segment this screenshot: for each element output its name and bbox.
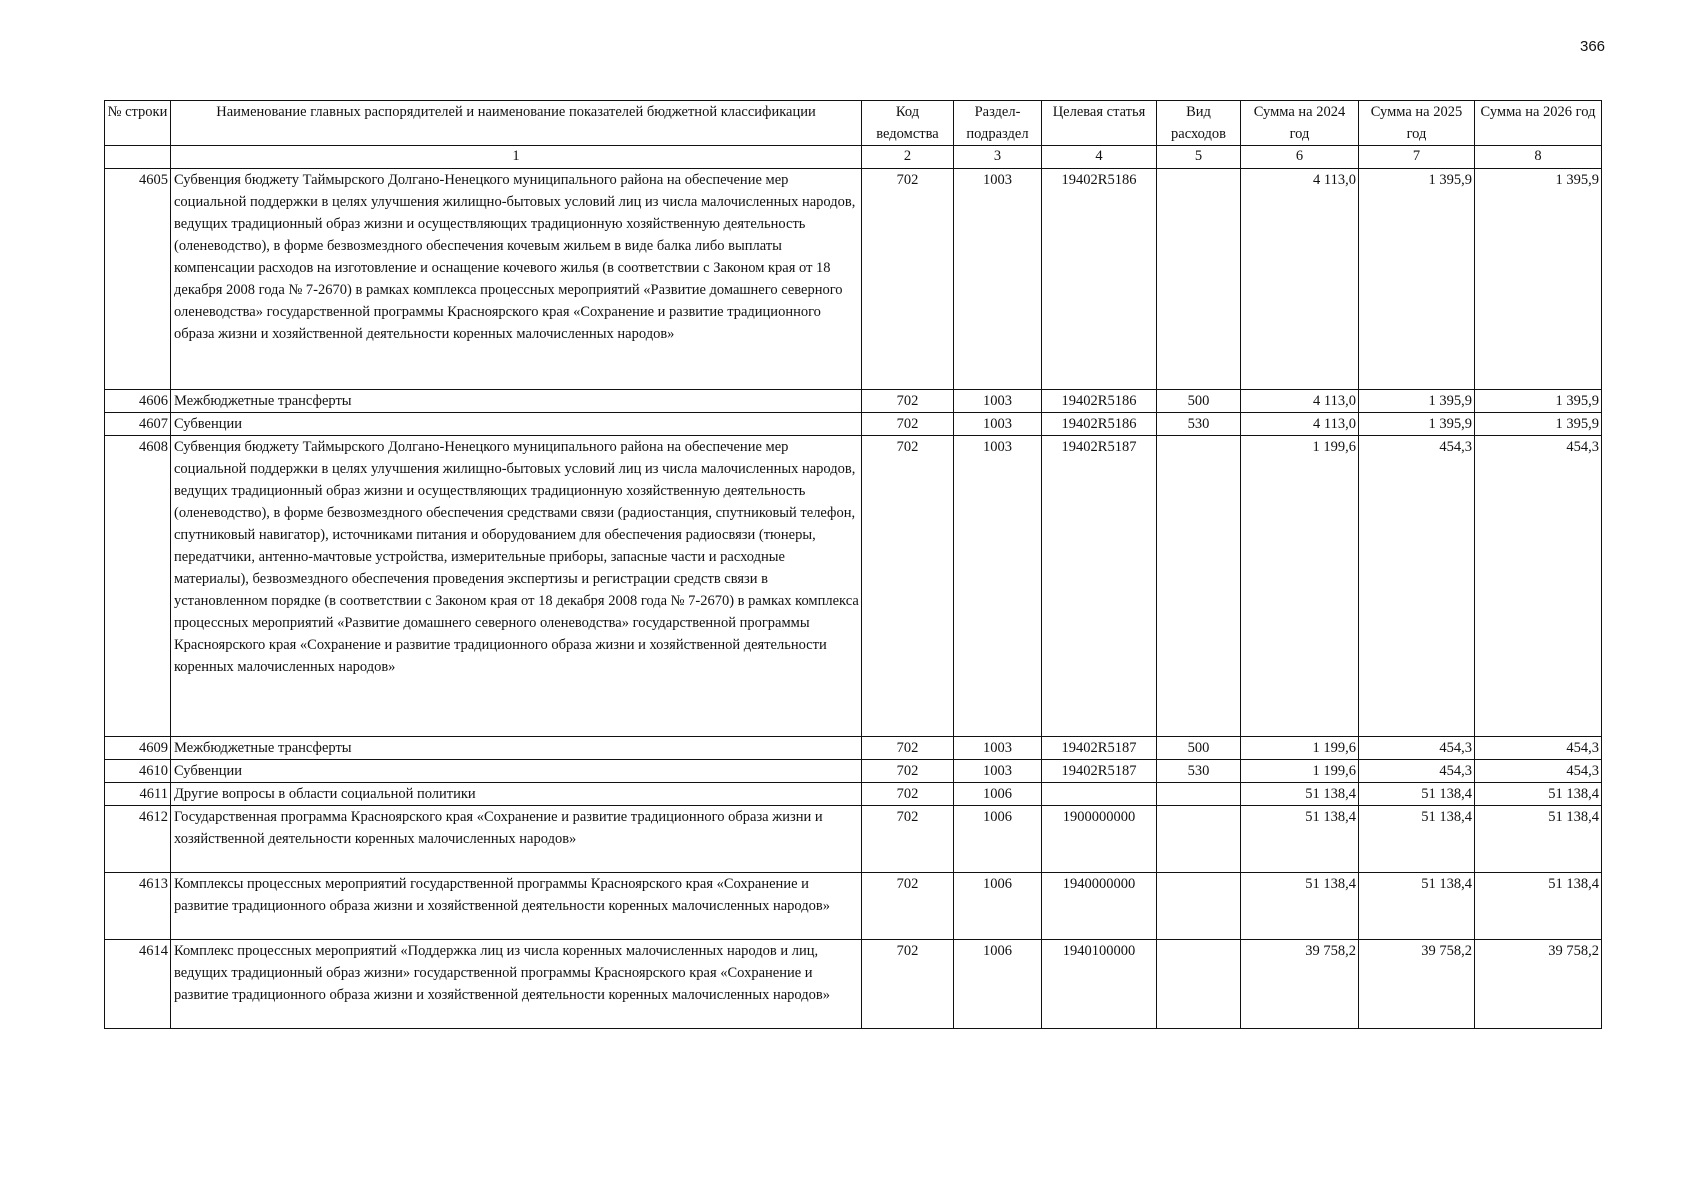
row-expense-type xyxy=(1157,873,1241,940)
row-name: Субвенции xyxy=(171,413,862,436)
header-row-no: № строки xyxy=(105,101,171,146)
table-row xyxy=(105,873,1602,940)
row-expense-type xyxy=(1157,169,1241,390)
header-row xyxy=(105,101,1602,146)
table-row xyxy=(105,760,1602,783)
row-expense-type xyxy=(1157,806,1241,873)
row-sum-2026: 51 138,4 xyxy=(1475,873,1602,940)
header-dept: Код ведомства xyxy=(862,101,954,146)
row-section-code: 1003 xyxy=(954,436,1042,737)
row-target-code xyxy=(1042,783,1157,806)
column-number: 4 xyxy=(1042,146,1157,169)
row-sum-2024: 1 199,6 xyxy=(1241,737,1359,760)
row-sum-2024: 1 199,6 xyxy=(1241,760,1359,783)
row-name: Комплексы процессных мероприятий государственной программы Красноярского края «Сохранение и развитие традиционного образа жизни и хозяйственной деятельности коренных малочисленных народов» xyxy=(171,873,862,940)
header-sum-2024: Сумма на 2024 год xyxy=(1241,101,1359,146)
row-sum-2026: 1 395,9 xyxy=(1475,169,1602,390)
row-name: Субвенция бюджету Таймырского Долгано-Ненецкого муниципального района на обеспечение мер социальной поддержки в целях улучшения жилищно-бытовых условий лиц из числа малочисленных народов, ведущих традиционный образ жизни и осуществляющих традиционную хозяйственную деятельность (оленеводство), в форме безвозмездного обеспечения средствами связи (радиостанция, спутниковый телефон, спутниковый навигатор), источниками питания и оборудованием для обеспечения радиосвязи (тюнеры, передатчики, антенно-мачтовые устройства, измерительные приборы, запасные части и расходные материалы), безвозмездного обеспечения проведения экспертизы и регистрации средств связи в установленном порядке (в соответствии с Законом края от 18 декабря 2008 года № 7-2670) в рамках комплекса процессных мероприятий «Развитие домашнего северного оленеводства» государственной программы Красноярского края «Сохранение и развитие традиционного образа жизни и хозяйственной деятельности коренных малочисленных народов» xyxy=(171,436,862,737)
row-dept-code: 702 xyxy=(862,940,954,1029)
header-section: Раздел-подраздел xyxy=(954,101,1042,146)
row-expense-type xyxy=(1157,783,1241,806)
row-name: Межбюджетные трансферты xyxy=(171,390,862,413)
table-row xyxy=(105,436,1602,737)
header-type: Вид расходов xyxy=(1157,101,1241,146)
row-sum-2025: 454,3 xyxy=(1359,760,1475,783)
row-section-code: 1003 xyxy=(954,169,1042,390)
row-expense-type xyxy=(1157,940,1241,1029)
row-section-code: 1006 xyxy=(954,806,1042,873)
header-sum-2025: Сумма на 2025 год xyxy=(1359,101,1475,146)
row-expense-type: 530 xyxy=(1157,760,1241,783)
row-sum-2025: 1 395,9 xyxy=(1359,390,1475,413)
row-target-code: 19402R5186 xyxy=(1042,390,1157,413)
row-dept-code: 702 xyxy=(862,169,954,390)
table-row xyxy=(105,737,1602,760)
row-sum-2026: 1 395,9 xyxy=(1475,413,1602,436)
row-target-code: 1940100000 xyxy=(1042,940,1157,1029)
row-section-code: 1003 xyxy=(954,737,1042,760)
row-name: Субвенция бюджету Таймырского Долгано-Ненецкого муниципального района на обеспечение мер социальной поддержки в целях улучшения жилищно-бытовых условий лиц из числа малочисленных народов, ведущих традиционный образ жизни и осуществляющих традиционную хозяйственную деятельность (оленеводство), в форме безвозмездного обеспечения кочевым жильем в виде балка либо выплаты компенсации расходов на изготовление и оснащение кочевого жилья (в соответствии с Законом края от 18 декабря 2008 года № 7-2670) в рамках комплекса процессных мероприятий «Развитие домашнего северного оленеводства» государственной программы Красноярского края «Сохранение и развитие традиционного образа жизни и хозяйственной деятельности коренных малочисленных народов» xyxy=(171,169,862,390)
header-sum-2026: Сумма на 2026 год xyxy=(1475,101,1602,146)
row-dept-code: 702 xyxy=(862,737,954,760)
row-expense-type xyxy=(1157,436,1241,737)
row-section-code: 1003 xyxy=(954,390,1042,413)
column-number xyxy=(105,146,171,169)
row-dept-code: 702 xyxy=(862,413,954,436)
row-sum-2025: 51 138,4 xyxy=(1359,873,1475,940)
row-name: Комплекс процессных мероприятий «Поддержка лиц из числа коренных малочисленных народов и лиц, ведущих традиционный образ жизни» государственной программы Красноярского края «Сохранение и развитие традиционного образа жизни и хозяйственной деятельности коренных малочисленных народов» xyxy=(171,940,862,1029)
row-sum-2024: 4 113,0 xyxy=(1241,390,1359,413)
row-target-code: 19402R5187 xyxy=(1042,436,1157,737)
row-target-code: 1940000000 xyxy=(1042,873,1157,940)
column-number: 3 xyxy=(954,146,1042,169)
row-section-code: 1006 xyxy=(954,873,1042,940)
row-name: Межбюджетные трансферты xyxy=(171,737,862,760)
row-target-code: 19402R5186 xyxy=(1042,413,1157,436)
row-number: 4613 xyxy=(105,873,171,940)
row-name: Субвенции xyxy=(171,760,862,783)
row-section-code: 1006 xyxy=(954,783,1042,806)
row-dept-code: 702 xyxy=(862,873,954,940)
row-number: 4611 xyxy=(105,783,171,806)
table-row xyxy=(105,783,1602,806)
row-sum-2026: 51 138,4 xyxy=(1475,783,1602,806)
row-name: Государственная программа Красноярского края «Сохранение и развитие традиционного образа жизни и хозяйственной деятельности коренных малочисленных народов» xyxy=(171,806,862,873)
row-sum-2026: 51 138,4 xyxy=(1475,806,1602,873)
row-sum-2025: 1 395,9 xyxy=(1359,169,1475,390)
row-sum-2025: 1 395,9 xyxy=(1359,413,1475,436)
table-row xyxy=(105,390,1602,413)
row-dept-code: 702 xyxy=(862,436,954,737)
row-target-code: 19402R5187 xyxy=(1042,737,1157,760)
row-number: 4609 xyxy=(105,737,171,760)
row-name: Другие вопросы в области социальной политики xyxy=(171,783,862,806)
row-expense-type: 500 xyxy=(1157,737,1241,760)
row-section-code: 1003 xyxy=(954,760,1042,783)
table-row xyxy=(105,806,1602,873)
row-number: 4605 xyxy=(105,169,171,390)
row-sum-2025: 51 138,4 xyxy=(1359,806,1475,873)
row-sum-2024: 51 138,4 xyxy=(1241,873,1359,940)
row-section-code: 1006 xyxy=(954,940,1042,1029)
row-sum-2024: 1 199,6 xyxy=(1241,436,1359,737)
row-dept-code: 702 xyxy=(862,760,954,783)
row-expense-type: 500 xyxy=(1157,390,1241,413)
row-sum-2024: 4 113,0 xyxy=(1241,169,1359,390)
row-number: 4606 xyxy=(105,390,171,413)
row-sum-2026: 1 395,9 xyxy=(1475,390,1602,413)
row-section-code: 1003 xyxy=(954,413,1042,436)
column-number: 8 xyxy=(1475,146,1602,169)
row-expense-type: 530 xyxy=(1157,413,1241,436)
column-number: 2 xyxy=(862,146,954,169)
row-number: 4610 xyxy=(105,760,171,783)
row-sum-2024: 39 758,2 xyxy=(1241,940,1359,1029)
column-number-row xyxy=(105,146,1602,169)
row-sum-2025: 39 758,2 xyxy=(1359,940,1475,1029)
row-number: 4614 xyxy=(105,940,171,1029)
table-row xyxy=(105,169,1602,390)
page-number: 366 xyxy=(1580,38,1606,55)
row-target-code: 19402R5186 xyxy=(1042,169,1157,390)
row-sum-2024: 4 113,0 xyxy=(1241,413,1359,436)
row-target-code: 1900000000 xyxy=(1042,806,1157,873)
column-number: 1 xyxy=(171,146,862,169)
column-number: 7 xyxy=(1359,146,1475,169)
row-sum-2026: 454,3 xyxy=(1475,737,1602,760)
budget-table xyxy=(104,100,1602,1029)
table-row xyxy=(105,940,1602,1029)
row-sum-2025: 454,3 xyxy=(1359,436,1475,737)
row-sum-2024: 51 138,4 xyxy=(1241,783,1359,806)
row-sum-2024: 51 138,4 xyxy=(1241,806,1359,873)
row-sum-2026: 454,3 xyxy=(1475,760,1602,783)
row-sum-2026: 454,3 xyxy=(1475,436,1602,737)
row-dept-code: 702 xyxy=(862,783,954,806)
row-sum-2026: 39 758,2 xyxy=(1475,940,1602,1029)
column-number: 5 xyxy=(1157,146,1241,169)
row-number: 4608 xyxy=(105,436,171,737)
row-sum-2025: 454,3 xyxy=(1359,737,1475,760)
header-name: Наименование главных распорядителей и наименование показателей бюджетной классификации xyxy=(171,101,862,146)
table-row xyxy=(105,413,1602,436)
row-dept-code: 702 xyxy=(862,806,954,873)
row-number: 4607 xyxy=(105,413,171,436)
column-number: 6 xyxy=(1241,146,1359,169)
row-number: 4612 xyxy=(105,806,171,873)
header-target: Целевая статья xyxy=(1042,101,1157,146)
row-target-code: 19402R5187 xyxy=(1042,760,1157,783)
row-dept-code: 702 xyxy=(862,390,954,413)
row-sum-2025: 51 138,4 xyxy=(1359,783,1475,806)
